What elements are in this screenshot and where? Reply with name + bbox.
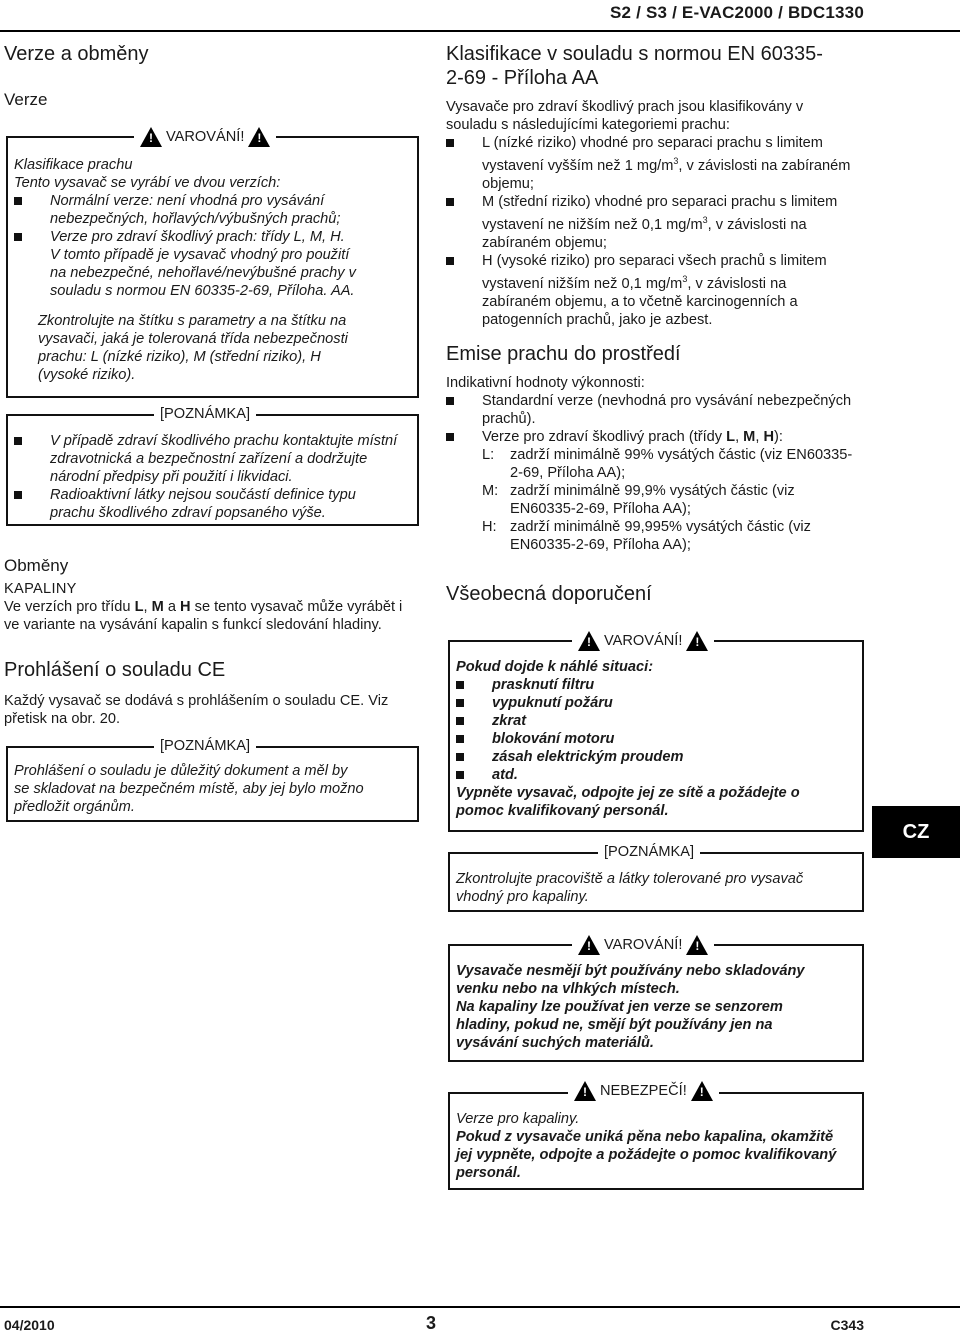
text-line: prachů).: [482, 411, 536, 427]
note-text: [456, 870, 856, 906]
text-line: Normální verze: není vhodná pro vysávání: [50, 193, 325, 209]
text-span: , v závislosti na zabíraném: [678, 157, 851, 174]
bullet-item: [14, 228, 414, 246]
paragraph: [14, 246, 414, 300]
text-line: Klasifikace v souladu s normou EN 60335-: [446, 43, 823, 65]
superscript: 3: [682, 273, 688, 284]
bullet-item: [446, 392, 866, 428]
classification-text: [446, 98, 866, 329]
bullet-item: [456, 676, 856, 694]
footer-rule: [0, 1306, 960, 1308]
text-span: se tento vysavač může vyrábět i: [190, 599, 403, 615]
retention-L: [482, 446, 866, 482]
text-line: prasknutí filtru: [492, 677, 595, 693]
text-line: ve variante na vysávání kapalin s funkcí sledování hladiny.: [4, 617, 382, 633]
text-line: Pokud z vysavače uniká pěna nebo kapalina, okamžitě: [456, 1129, 834, 1145]
text-line: jej vypněte, odpojte a požádejte o pomoc kvalifikovaný: [456, 1147, 837, 1163]
warning-header: [572, 934, 714, 956]
text-line: souladu s následujícími kategoriemi prachu:: [446, 117, 730, 133]
text-span: vystavení nižším než 0,1 mg/m: [482, 275, 683, 292]
text-line: Zkontrolujte na štítku s parametry a na štítku na: [38, 313, 347, 329]
text-line: Vysavače nesmějí být používány nebo skladovány: [456, 963, 805, 979]
text-line: prachu škodlivého zdraví popsaného výše.: [50, 505, 326, 521]
text-line: se skladovat na bezpečném místě, aby jej bylo možno: [14, 781, 364, 797]
superscript: 3: [702, 214, 708, 225]
ce-paragraph: [4, 692, 424, 728]
text-line: patogenních prachů, jako je azbest.: [482, 311, 713, 328]
list-marker: M:: [482, 483, 499, 499]
note-label: [POZNÁMKA]: [154, 404, 256, 426]
warning-triangle-icon: !: [140, 127, 162, 147]
text-line: nebezpečných, hořlavých/výbušných prachů;: [50, 211, 341, 227]
class-letter: H: [763, 429, 774, 445]
text-line: Standardní verze (nevhodná pro vysávání nebezpečných: [482, 393, 852, 409]
text-line: personál.: [456, 1165, 521, 1181]
text-line: zdravotnická a bezpečnostní zařízení a dodržujte: [50, 451, 368, 467]
bullet-item: [14, 192, 414, 228]
warning-header: [134, 126, 276, 148]
bullet-item: [456, 730, 856, 748]
text-line: Vysavače pro zdraví škodlivý prach jsou klasifikovány v: [446, 99, 804, 115]
text-line: Prohlášení o souladu je důležitý dokument a měl by: [14, 763, 348, 779]
text-line: Tento vysavač se vyrábí ve dvou verzích:: [14, 175, 281, 191]
text-span: , v závislosti na: [707, 216, 807, 233]
warning-triangle-icon: !: [574, 1081, 596, 1101]
text-span: zadrží minimálně 99,9% vysátých částic (viz: [510, 483, 795, 499]
text-line: Zkontrolujte pracoviště a látky tolerované pro vysavač: [456, 871, 804, 887]
text-line: [482, 152, 866, 175]
warning-triangle-icon: !: [578, 935, 600, 955]
class-letter: M: [743, 429, 756, 445]
emission-text: [446, 374, 866, 554]
text-line: na nebezpečné, nehořlavé/nevýbušné prachy v: [50, 265, 356, 281]
bullet-item: [456, 766, 856, 784]
text-line: [482, 428, 866, 446]
bullet-item: [456, 694, 856, 712]
class-letter: L: [726, 429, 736, 445]
text-span: zadrží minimálně 99% vysátých částic (viz EN60335-: [510, 447, 853, 463]
warning-triangle-icon: !: [686, 935, 708, 955]
note-label: [POZNÁMKA]: [154, 736, 256, 758]
text-line: zabíraném objemu, a to včetně karcinogenních a: [482, 293, 798, 310]
danger-text: [456, 1110, 860, 1182]
warning-header: [572, 630, 714, 652]
note-label: [POZNÁMKA]: [598, 842, 700, 864]
text-line: přetisk na obr. 20.: [4, 711, 121, 727]
text-line: Pokud dojde k náhlé situaci:: [456, 659, 654, 675]
text-line: předložit orgánům.: [14, 799, 135, 815]
text-span: 2-69, Příloha AA);: [510, 465, 626, 481]
text-span: vystavení vyšším než 1 mg/m: [482, 157, 674, 174]
text-line: vypuknutí požáru: [492, 695, 613, 711]
text-line: vhodný pro kapaliny.: [456, 889, 589, 905]
warning-label: VAROVÁNÍ!: [166, 129, 245, 145]
text-line: prachu: L (nízké riziko), M (střední riziko), H: [38, 349, 321, 365]
text-span: Ve verzích pro třídu: [4, 599, 135, 615]
bullet-item: [446, 428, 866, 446]
text-line: národní předpisy při použití i likvidaci.: [50, 469, 293, 485]
text-line: V tomto případě je vysavač vhodný pro použití: [50, 247, 350, 263]
page-number: 3: [426, 1313, 437, 1333]
bullet-item: [14, 486, 414, 522]
list-marker: L:: [482, 447, 495, 463]
text-line: Verze pro zdraví škodlivý prach: třídy L, M, H.: [50, 229, 345, 245]
text-span: ,: [755, 429, 764, 445]
text-line: Radioaktivní látky nejsou součástí definice typu: [50, 487, 356, 503]
text-line: [4, 598, 424, 616]
language-tab: CZ: [872, 806, 960, 858]
text-line: Každý vysavač se dodává s prohlášením o souladu CE. Viz: [4, 693, 389, 709]
text-line: [482, 270, 866, 293]
warning-label: VAROVÁNÍ!: [604, 937, 683, 953]
section-title-variants: Verze a obměny: [4, 43, 149, 65]
warning-triangle-icon: !: [686, 631, 708, 651]
footer-date: 04/2010: [4, 1317, 55, 1333]
text-line: zásah elektrickým proudem: [492, 749, 684, 765]
bullet-item: [456, 748, 856, 766]
text-line: Vypněte vysavač, odpojte jej ze sítě a požádejte o: [456, 785, 800, 801]
danger-header: [568, 1080, 719, 1102]
text-span: zadrží minimálně 99,995% vysátých částic (viz: [510, 519, 811, 535]
warning-text: [14, 156, 414, 384]
text-line: M (střední riziko) vhodné pro separaci prachu s limitem: [482, 193, 838, 210]
text-line: venku nebo na vlhkých místech.: [456, 981, 680, 997]
warning-triangle-icon: !: [248, 127, 270, 147]
bullet-item-L: [446, 134, 866, 193]
note-text: [14, 432, 414, 522]
text-line: Verze pro kapaliny.: [456, 1111, 580, 1127]
section-title-emission: Emise prachu do prostředí: [446, 343, 681, 365]
text-span: , v závislosti na: [687, 275, 787, 292]
text-line: 2-69 - Příloha AA: [446, 67, 599, 89]
text-span: a: [163, 599, 181, 615]
text-line: objemu;: [482, 175, 534, 192]
list-marker: H:: [482, 519, 497, 535]
text-line: pomoc kvalifikovaný personál.: [456, 803, 669, 819]
warning-text: [456, 962, 856, 1052]
text-line: blokování motoru: [492, 731, 615, 747]
danger-label: NEBEZPEČÍ!: [600, 1083, 687, 1099]
warning-triangle-icon: !: [578, 631, 600, 651]
text-span: ):: [774, 429, 783, 445]
section-title-general: Všeobecná doporučení: [446, 583, 652, 605]
retention-H: [482, 518, 866, 554]
subsection-title-liquids: KAPALINY: [4, 581, 77, 597]
text-line: zabíraném objemu;: [482, 234, 607, 251]
text-line: zkrat: [492, 713, 527, 729]
text-line: souladu s normou EN 60335-2-69, Příloha. AA.: [50, 283, 355, 299]
text-span: ,: [735, 429, 744, 445]
document-header-title: S2 / S3 / E-VAC2000 / BDC1330: [610, 3, 864, 22]
header-rule: [0, 30, 960, 32]
warning-label: VAROVÁNÍ!: [604, 633, 683, 649]
retention-list: [446, 446, 866, 554]
text-line: Klasifikace prachu: [14, 157, 133, 173]
bullet-item: [456, 712, 856, 730]
class-letter: L: [134, 599, 144, 615]
text-span: ,: [143, 599, 152, 615]
retention-M: [482, 482, 866, 518]
class-letter: M: [151, 599, 164, 615]
text-line: vysávání suchých materiálů.: [456, 1035, 654, 1051]
text-line: atd.: [492, 767, 518, 783]
bullet-item-H: [446, 252, 866, 329]
text-line: Na kapaliny lze používat jen verze se senzorem: [456, 999, 783, 1015]
paragraph: [14, 312, 414, 384]
text-line: V případě zdraví škodlivého prachu kontaktujte místní: [50, 433, 398, 449]
bullet-item: [14, 432, 414, 486]
subsection-title-changes: Obměny: [4, 556, 69, 575]
text-line: hladiny, pokud ne, smějí být používány jen na: [456, 1017, 773, 1033]
class-letter: H: [180, 599, 191, 615]
warning-triangle-icon: !: [691, 1081, 713, 1101]
text-span: EN60335-2-69, Příloha AA);: [510, 537, 691, 553]
section-title-classification: [446, 42, 866, 90]
text-line: vysavači, jaká je tolerovaná třída nebezpečnosti: [38, 331, 348, 347]
text-line: Indikativní hodnoty výkonnosti:: [446, 375, 645, 391]
text-span: Verze pro zdraví škodlivý prach (třídy: [482, 429, 727, 445]
text-span: EN60335-2-69, Příloha AA);: [510, 501, 691, 517]
text-line: H (vysoké riziko) pro separaci všech prachů s limitem: [482, 252, 827, 269]
liquids-paragraph: [4, 598, 424, 634]
warning-text: [456, 658, 856, 820]
section-title-ce: Prohlášení o souladu CE: [4, 659, 226, 681]
text-line: L (nízké riziko) vhodné pro separaci prachu s limitem: [482, 135, 823, 151]
text-span: vystavení ne nižším než 0,1 mg/m: [482, 216, 703, 233]
subsection-title-version: Verze: [4, 90, 48, 109]
footer-code: C343: [830, 1317, 864, 1333]
bullet-item-M: [446, 193, 866, 252]
superscript: 3: [673, 156, 679, 166]
note-text: [14, 762, 414, 816]
text-line: (vysoké riziko).: [38, 367, 136, 383]
text-line: [482, 211, 866, 234]
